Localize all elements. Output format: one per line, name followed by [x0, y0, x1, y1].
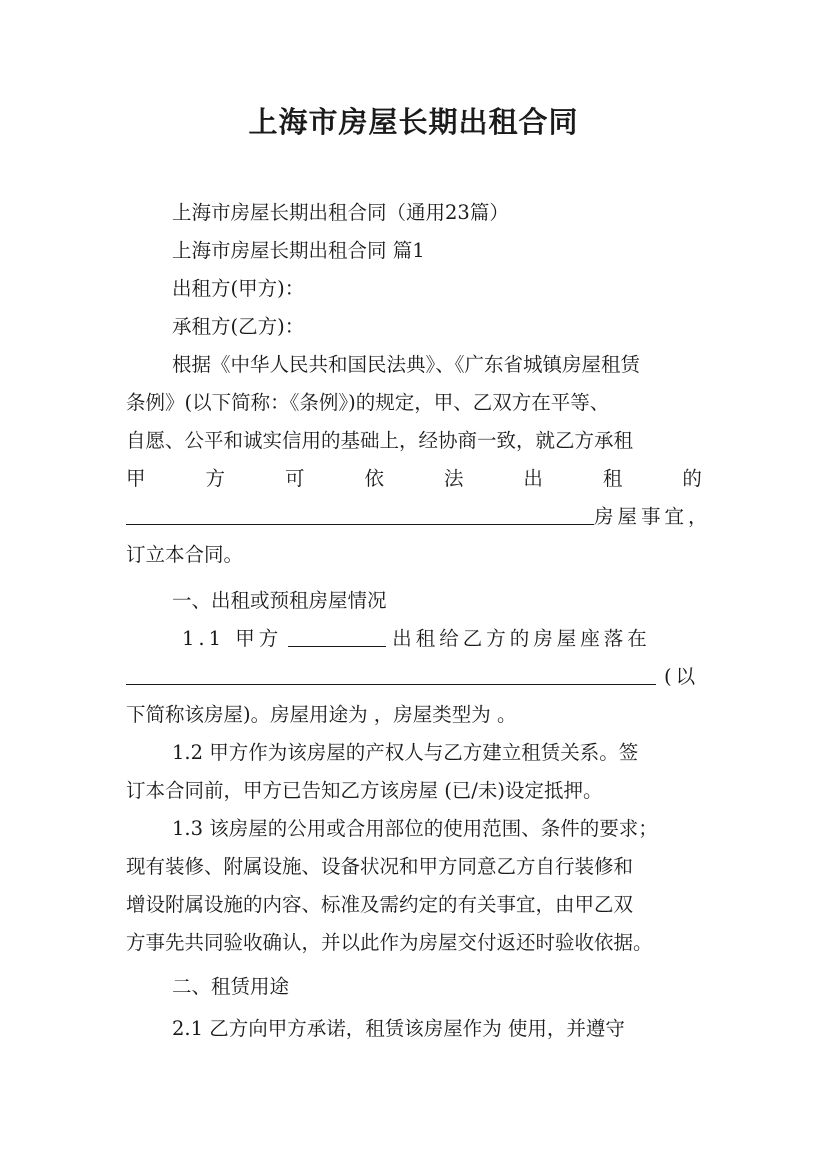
preamble-char: 的 [682, 467, 702, 490]
address-blank [126, 662, 656, 685]
clause-2-1-line-1: 2.1 乙方向甲方承诺，租赁该房屋作为 使用，并遵守 [172, 1017, 625, 1040]
document-subtitle: 上海市房屋长期出租合同（通用23篇） [172, 201, 509, 224]
clause-1-3-line-2: 现有装修、附属设施、设备状况和甲方同意乙方自行装修和 [126, 855, 634, 878]
clause-1-1-line-2 [126, 660, 702, 694]
clause-1-2-line-1: 1.2 甲方作为该房屋的产权人与乙方建立租赁关系。签 [172, 741, 639, 764]
preamble-char: 方 [205, 467, 225, 490]
lessor-name-blank [288, 624, 386, 647]
preamble-line-3: 自愿、公平和诚实信用的基础上，经协商一致，就乙方承租 [126, 429, 634, 452]
preamble-char: 可 [284, 467, 305, 490]
preamble-line-5 [126, 500, 712, 534]
clause-1-2-line-2: 订本合同前，甲方已告知乙方该房屋 (已/未)设定抵押。 [126, 779, 603, 802]
property-blank [126, 502, 594, 525]
clause-1-1-text: 出租给乙方的房屋座落在 [392, 627, 651, 650]
clause-1-3-line-4: 方事先共同验收确认，并以此作为房屋交付返还时验收依据。 [126, 931, 653, 954]
preamble-char: 甲 [126, 467, 146, 490]
clause-1-3-line-1: 1.3 该房屋的公用或合用部位的使用范围、条件的要求； [172, 817, 658, 840]
preamble-char: 出 [523, 467, 543, 490]
chapter-1-heading: 一、出租或预租房屋情况 [172, 589, 387, 612]
preamble-line-6: 订立本合同。 [126, 543, 244, 566]
clause-1-3-line-3: 增设附属设施的内容、标准及需约定的有关事宜，由甲乙双 [126, 893, 634, 916]
lessee-line: 承租方(乙方)： [172, 315, 305, 338]
clause-1-1-tail: (以 [664, 665, 700, 688]
preamble-char: 依 [364, 467, 384, 490]
preamble-line-2: 条例》(以下简称：《条例》)的规定，甲、乙双方在平等、 [126, 391, 610, 414]
clause-1-1-prefix: 1.1 甲方 [182, 627, 283, 650]
preamble-char: 法 [443, 467, 464, 490]
lessor-line: 出租方(甲方)： [172, 277, 305, 300]
preamble-line-5-tail: 房屋事宜， [594, 505, 712, 528]
preamble-char: 租 [602, 467, 623, 490]
clause-1-1-line-3: 下简称该房屋)。房屋用途为 ，房屋类型为 。 [126, 703, 517, 726]
document-title: 上海市房屋长期出租合同 [248, 105, 579, 139]
section-heading: 上海市房屋长期出租合同 篇1 [172, 239, 425, 262]
preamble-line-4 [126, 462, 702, 496]
preamble-line-1: 根据《中华人民共和国民法典》、《广东省城镇房屋租赁 [172, 353, 641, 376]
chapter-2-heading: 二、租赁用途 [172, 975, 290, 998]
clause-1-1-line-1 [182, 622, 702, 656]
